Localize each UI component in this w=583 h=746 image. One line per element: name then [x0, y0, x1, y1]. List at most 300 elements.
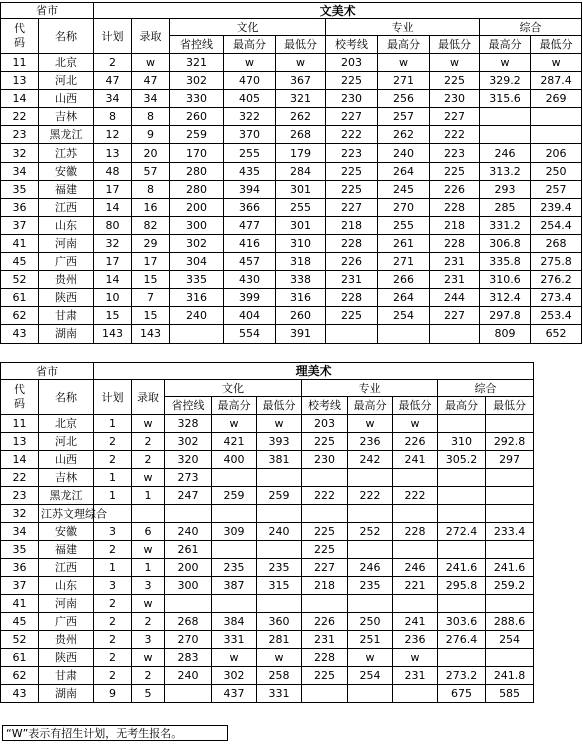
table-cell: 湖南	[39, 685, 94, 703]
table-cell: 302	[212, 667, 257, 685]
table-row	[1, 54, 582, 72]
table-cell: 370	[224, 126, 276, 144]
table-cell: 3	[132, 631, 165, 649]
table-cell: 313.2	[480, 162, 531, 180]
table-cell: 江苏	[39, 144, 94, 162]
table-cell	[212, 595, 257, 613]
subheader-cell: 最高分	[224, 36, 276, 54]
table-cell: 179	[276, 144, 326, 162]
table-row	[1, 523, 534, 541]
table-cell: 225	[302, 541, 348, 559]
table-cell: 14	[94, 271, 132, 289]
table-cell: w	[531, 54, 582, 72]
table-cell: 301	[276, 180, 326, 198]
table-cell: 457	[224, 253, 276, 271]
table-cell: 366	[224, 198, 276, 216]
table-cell: 404	[224, 307, 276, 325]
table-cell: 吉林	[39, 108, 94, 126]
table-cell	[486, 505, 534, 523]
table-cell: 2	[94, 667, 132, 685]
arts-table	[0, 2, 582, 344]
table-cell: 14	[1, 90, 39, 108]
table-cell: 809	[480, 325, 531, 343]
table-cell	[393, 469, 438, 487]
table-cell: 301	[276, 216, 326, 234]
table-cell: 143	[132, 325, 170, 343]
table-cell: 1	[132, 559, 165, 577]
table-cell: w	[132, 595, 165, 613]
table-cell: 285	[480, 198, 531, 216]
table-cell: w	[132, 649, 165, 667]
table-cell: 250	[348, 613, 393, 631]
table-cell: 22	[1, 108, 39, 126]
table-cell: 477	[224, 216, 276, 234]
table-cell: 45	[1, 253, 39, 271]
table-cell: 241	[393, 613, 438, 631]
table-cell: 316	[170, 289, 224, 307]
table-cell: 225	[326, 307, 378, 325]
table-cell: 228	[430, 234, 480, 252]
table-cell: 3	[94, 577, 132, 595]
table-cell: 20	[132, 144, 170, 162]
table-cell: 264	[378, 162, 430, 180]
table-cell: w	[393, 415, 438, 433]
table-cell: 280	[170, 180, 224, 198]
table-cell: 240	[170, 307, 224, 325]
group-header-culture: 文化	[170, 19, 326, 36]
table-cell: 554	[224, 325, 276, 343]
table-cell: 246	[393, 559, 438, 577]
table-cell: 62	[1, 307, 39, 325]
table-cell: 312.4	[480, 289, 531, 307]
footnote: “W”表示有招生计划，无考生报名。	[2, 725, 228, 741]
table-cell: 262	[378, 126, 430, 144]
table-cell: 1	[94, 469, 132, 487]
table-cell: w	[212, 649, 257, 667]
table-cell: 35	[1, 180, 39, 198]
table-cell	[486, 469, 534, 487]
subheader-cell: 最高分	[480, 36, 531, 54]
table-cell	[531, 126, 582, 144]
table-cell: 246	[480, 144, 531, 162]
table-cell: 335	[170, 271, 224, 289]
table-cell: 331.2	[480, 216, 531, 234]
table-cell	[132, 505, 165, 523]
group-header-major: 专业	[326, 19, 480, 36]
table-cell: 218	[430, 216, 480, 234]
subheader-cell: 最高分	[378, 36, 430, 54]
table-cell: 228	[393, 523, 438, 541]
table-cell: 52	[1, 631, 39, 649]
table-cell: 52	[1, 271, 39, 289]
table-cell: 320	[165, 451, 212, 469]
table-cell: 273.2	[438, 667, 486, 685]
code-header-char: 代	[14, 383, 25, 396]
table-cell	[393, 505, 438, 523]
table-cell: 300	[170, 216, 224, 234]
table-cell: 221	[393, 577, 438, 595]
table-cell: w	[393, 649, 438, 667]
table-cell: 269	[531, 90, 582, 108]
table-cell: 218	[302, 577, 348, 595]
table-cell: 272.4	[438, 523, 486, 541]
table-cell: 381	[257, 451, 302, 469]
table-cell: 430	[224, 271, 276, 289]
table-cell: 225	[430, 162, 480, 180]
table-cell: 47	[132, 72, 170, 90]
table-cell: 8	[132, 108, 170, 126]
table-cell: 河北	[39, 72, 94, 90]
table-cell: 335.8	[480, 253, 531, 271]
table-cell: 675	[438, 685, 486, 703]
table-row	[1, 613, 534, 631]
table-cell: 226	[326, 253, 378, 271]
table-cell: w	[480, 54, 531, 72]
table-cell: 244	[430, 289, 480, 307]
overflow-note: 文理综合	[63, 507, 107, 520]
table-cell: 34	[1, 162, 39, 180]
arts-table-body	[1, 54, 582, 344]
table-cell: 143	[94, 325, 132, 343]
table-cell: 585	[486, 685, 534, 703]
table-cell: 391	[276, 325, 326, 343]
table-cell: 45	[1, 613, 39, 631]
table-row	[1, 559, 534, 577]
table-cell	[257, 541, 302, 559]
table-cell: 241.6	[438, 559, 486, 577]
plan-header: 计划	[94, 380, 132, 415]
table-cell: 黑龙江	[39, 487, 94, 505]
table-cell: 贵州	[39, 271, 94, 289]
table-cell: 310	[276, 234, 326, 252]
table-cell	[486, 649, 534, 667]
table-cell: 226	[302, 613, 348, 631]
table-cell: 384	[212, 613, 257, 631]
table-cell: 170	[170, 144, 224, 162]
table-cell: 1	[94, 415, 132, 433]
table-cell: 36	[1, 559, 39, 577]
table-cell: 304	[170, 253, 224, 271]
table-cell: 13	[1, 433, 39, 451]
table-cell: 230	[430, 90, 480, 108]
table-cell	[302, 595, 348, 613]
table-cell: 河南	[39, 234, 94, 252]
table-cell: 湖南	[39, 325, 94, 343]
table-cell: 266	[378, 271, 430, 289]
table-cell	[531, 108, 582, 126]
table-cell: 268	[531, 234, 582, 252]
table-cell: 43	[1, 685, 39, 703]
table-cell: 广西	[39, 253, 94, 271]
table-cell: 235	[212, 559, 257, 577]
name-header: 名称	[39, 380, 94, 415]
table-cell: 陕西	[39, 649, 94, 667]
table-cell: 281	[257, 631, 302, 649]
table-cell: 321	[276, 90, 326, 108]
table-cell: 222	[430, 126, 480, 144]
table-cell: 17	[94, 180, 132, 198]
table-cell: 250	[531, 162, 582, 180]
table-title: 理美术	[94, 363, 534, 380]
table-cell: w	[257, 415, 302, 433]
province-name: 江苏	[41, 507, 63, 520]
table-cell: 36	[1, 198, 39, 216]
table-cell: 394	[224, 180, 276, 198]
subheader-cell: 校考线	[326, 36, 378, 54]
table-cell	[438, 469, 486, 487]
table-cell: 河北	[39, 433, 94, 451]
table-cell	[212, 541, 257, 559]
table-cell: 222	[348, 487, 393, 505]
table-cell: 257	[378, 108, 430, 126]
table-cell: 41	[1, 595, 39, 613]
table-cell: 240	[165, 667, 212, 685]
table-cell	[438, 595, 486, 613]
table-cell: 安徽	[39, 162, 94, 180]
table-cell: 241	[393, 451, 438, 469]
table-cell: 280	[170, 162, 224, 180]
group-header-total: 综合	[438, 380, 534, 397]
table-cell: 222	[393, 487, 438, 505]
table-cell: 山西	[39, 90, 94, 108]
table-cell: 271	[378, 72, 430, 90]
table-cell: 34	[1, 523, 39, 541]
table-cell	[348, 685, 393, 703]
table-cell: 302	[170, 234, 224, 252]
science-arts-table-body	[1, 415, 534, 703]
table-cell: 235	[348, 577, 393, 595]
table-cell: 367	[276, 72, 326, 90]
table-row	[1, 541, 534, 559]
table-cell: w	[257, 649, 302, 667]
table-cell: 292.8	[486, 433, 534, 451]
table-cell: 2	[94, 54, 132, 72]
table-cell: 255	[378, 216, 430, 234]
table-cell	[348, 595, 393, 613]
table-cell: 254	[348, 667, 393, 685]
table-cell: 273	[165, 469, 212, 487]
table-cell: 2	[132, 613, 165, 631]
table-cell: 3	[94, 523, 132, 541]
table-cell	[486, 541, 534, 559]
table-cell: 435	[224, 162, 276, 180]
table-cell: 261	[378, 234, 430, 252]
table-cell	[378, 325, 430, 343]
table-cell: 268	[276, 126, 326, 144]
table-cell: 34	[132, 90, 170, 108]
table-cell: 32	[94, 234, 132, 252]
table-row	[1, 487, 534, 505]
table-cell: 80	[94, 216, 132, 234]
table-cell	[39, 505, 107, 523]
table-cell	[486, 595, 534, 613]
table-cell: 310	[438, 433, 486, 451]
table-cell	[348, 469, 393, 487]
table-row	[1, 253, 582, 271]
table-cell	[486, 415, 534, 433]
table-cell: 15	[94, 307, 132, 325]
subheader-cell: 最低分	[276, 36, 326, 54]
table-cell: 252	[348, 523, 393, 541]
table-cell: 302	[165, 433, 212, 451]
table-cell: 330	[170, 90, 224, 108]
table-cell: 264	[378, 289, 430, 307]
table-cell: 223	[430, 144, 480, 162]
table-cell: 470	[224, 72, 276, 90]
table-cell: 273.4	[531, 289, 582, 307]
table-cell: 1	[94, 487, 132, 505]
table-cell: 240	[378, 144, 430, 162]
table-cell: 2	[94, 451, 132, 469]
table-cell	[326, 325, 378, 343]
table-cell	[438, 487, 486, 505]
table-cell: 271	[378, 253, 430, 271]
table-row	[1, 126, 582, 144]
subheader-cell: 最低分	[393, 397, 438, 415]
table-cell: 2	[132, 667, 165, 685]
table-cell: 227	[430, 307, 480, 325]
subheader-cell: 最高分	[212, 397, 257, 415]
table-cell: 303.6	[438, 613, 486, 631]
table-cell: 32	[1, 505, 39, 523]
table-cell: 416	[224, 234, 276, 252]
table-cell	[480, 108, 531, 126]
table-cell: 34	[94, 90, 132, 108]
table-cell: 12	[94, 126, 132, 144]
table-row	[1, 415, 534, 433]
table-cell: 400	[212, 451, 257, 469]
table-cell	[348, 541, 393, 559]
table-cell: 47	[94, 72, 132, 90]
table-cell: 23	[1, 487, 39, 505]
name-header: 名称	[39, 19, 94, 54]
table-row	[1, 108, 582, 126]
code-header	[1, 19, 39, 54]
table-cell: 254	[486, 631, 534, 649]
table-cell: 283	[165, 649, 212, 667]
table-cell	[165, 505, 212, 523]
table-cell: 57	[132, 162, 170, 180]
table-cell	[438, 415, 486, 433]
table-cell: 305.2	[438, 451, 486, 469]
table-cell: 251	[348, 631, 393, 649]
table-cell: 300	[165, 577, 212, 595]
table-cell	[212, 505, 257, 523]
table-cell: 17	[132, 253, 170, 271]
table-cell: 270	[378, 198, 430, 216]
table-cell: 15	[132, 271, 170, 289]
table-row	[1, 72, 582, 90]
table-row	[1, 271, 582, 289]
table-cell: w	[348, 649, 393, 667]
table-row	[1, 162, 582, 180]
table-cell: 227	[326, 108, 378, 126]
table-cell: 河南	[39, 595, 94, 613]
table-cell: 284	[276, 162, 326, 180]
table-cell: w	[224, 54, 276, 72]
table-cell: 江西	[39, 559, 94, 577]
table-cell: 230	[302, 451, 348, 469]
table-cell: 254	[378, 307, 430, 325]
table-cell: 387	[212, 577, 257, 595]
table-cell: 222	[326, 126, 378, 144]
table-cell: 393	[257, 433, 302, 451]
table-cell: w	[132, 541, 165, 559]
table-cell: 61	[1, 649, 39, 667]
code-header-char: 代	[14, 22, 25, 35]
table-cell: 2	[94, 631, 132, 649]
table-cell: 227	[430, 108, 480, 126]
table-cell: 2	[132, 433, 165, 451]
table-cell: 228	[326, 289, 378, 307]
table-cell: 231	[302, 631, 348, 649]
table-row	[1, 325, 582, 343]
table-cell: w	[132, 415, 165, 433]
table-cell: 14	[94, 198, 132, 216]
table-cell: 315	[257, 577, 302, 595]
table-cell	[438, 505, 486, 523]
table-cell: 331	[257, 685, 302, 703]
group-header-total: 综合	[480, 19, 582, 36]
table-cell: 288.6	[486, 613, 534, 631]
table-cell: 5	[132, 685, 165, 703]
table-row	[1, 216, 582, 234]
table-row	[1, 198, 582, 216]
table-cell: 399	[224, 289, 276, 307]
table-cell: 309	[212, 523, 257, 541]
table-cell: 259	[170, 126, 224, 144]
table-cell: 259	[212, 487, 257, 505]
table-cell: 11	[1, 54, 39, 72]
table-cell: 295.8	[438, 577, 486, 595]
code-header	[1, 380, 39, 415]
table-cell: 62	[1, 667, 39, 685]
table-cell: 9	[94, 685, 132, 703]
table-cell: 247	[165, 487, 212, 505]
table-cell: 255	[224, 144, 276, 162]
table-cell: 37	[1, 577, 39, 595]
table-cell: 329.2	[480, 72, 531, 90]
group-header-culture: 文化	[165, 380, 302, 397]
table-cell: 306.8	[480, 234, 531, 252]
table-cell	[257, 469, 302, 487]
table-cell: 231	[430, 271, 480, 289]
table-cell	[486, 487, 534, 505]
table-cell: 652	[531, 325, 582, 343]
table-cell: 3	[132, 577, 165, 595]
table-cell: 13	[1, 72, 39, 90]
table-cell: 2	[94, 541, 132, 559]
table-cell: w	[276, 54, 326, 72]
table-cell: 2	[94, 595, 132, 613]
table-cell	[393, 541, 438, 559]
table-cell: 315.6	[480, 90, 531, 108]
table-cell: 239.4	[531, 198, 582, 216]
table-cell: 山东	[39, 577, 94, 595]
table-cell: 安徽	[39, 523, 94, 541]
table-row	[1, 451, 534, 469]
table-cell: w	[132, 54, 170, 72]
table-cell: 北京	[39, 415, 94, 433]
table-cell: 276.2	[531, 271, 582, 289]
group-header-major: 专业	[302, 380, 438, 397]
table-cell	[257, 505, 302, 523]
table-cell: 2	[94, 649, 132, 667]
table-cell: w	[430, 54, 480, 72]
table-cell: 236	[393, 631, 438, 649]
table-cell: w	[132, 469, 165, 487]
table-cell: 268	[165, 613, 212, 631]
